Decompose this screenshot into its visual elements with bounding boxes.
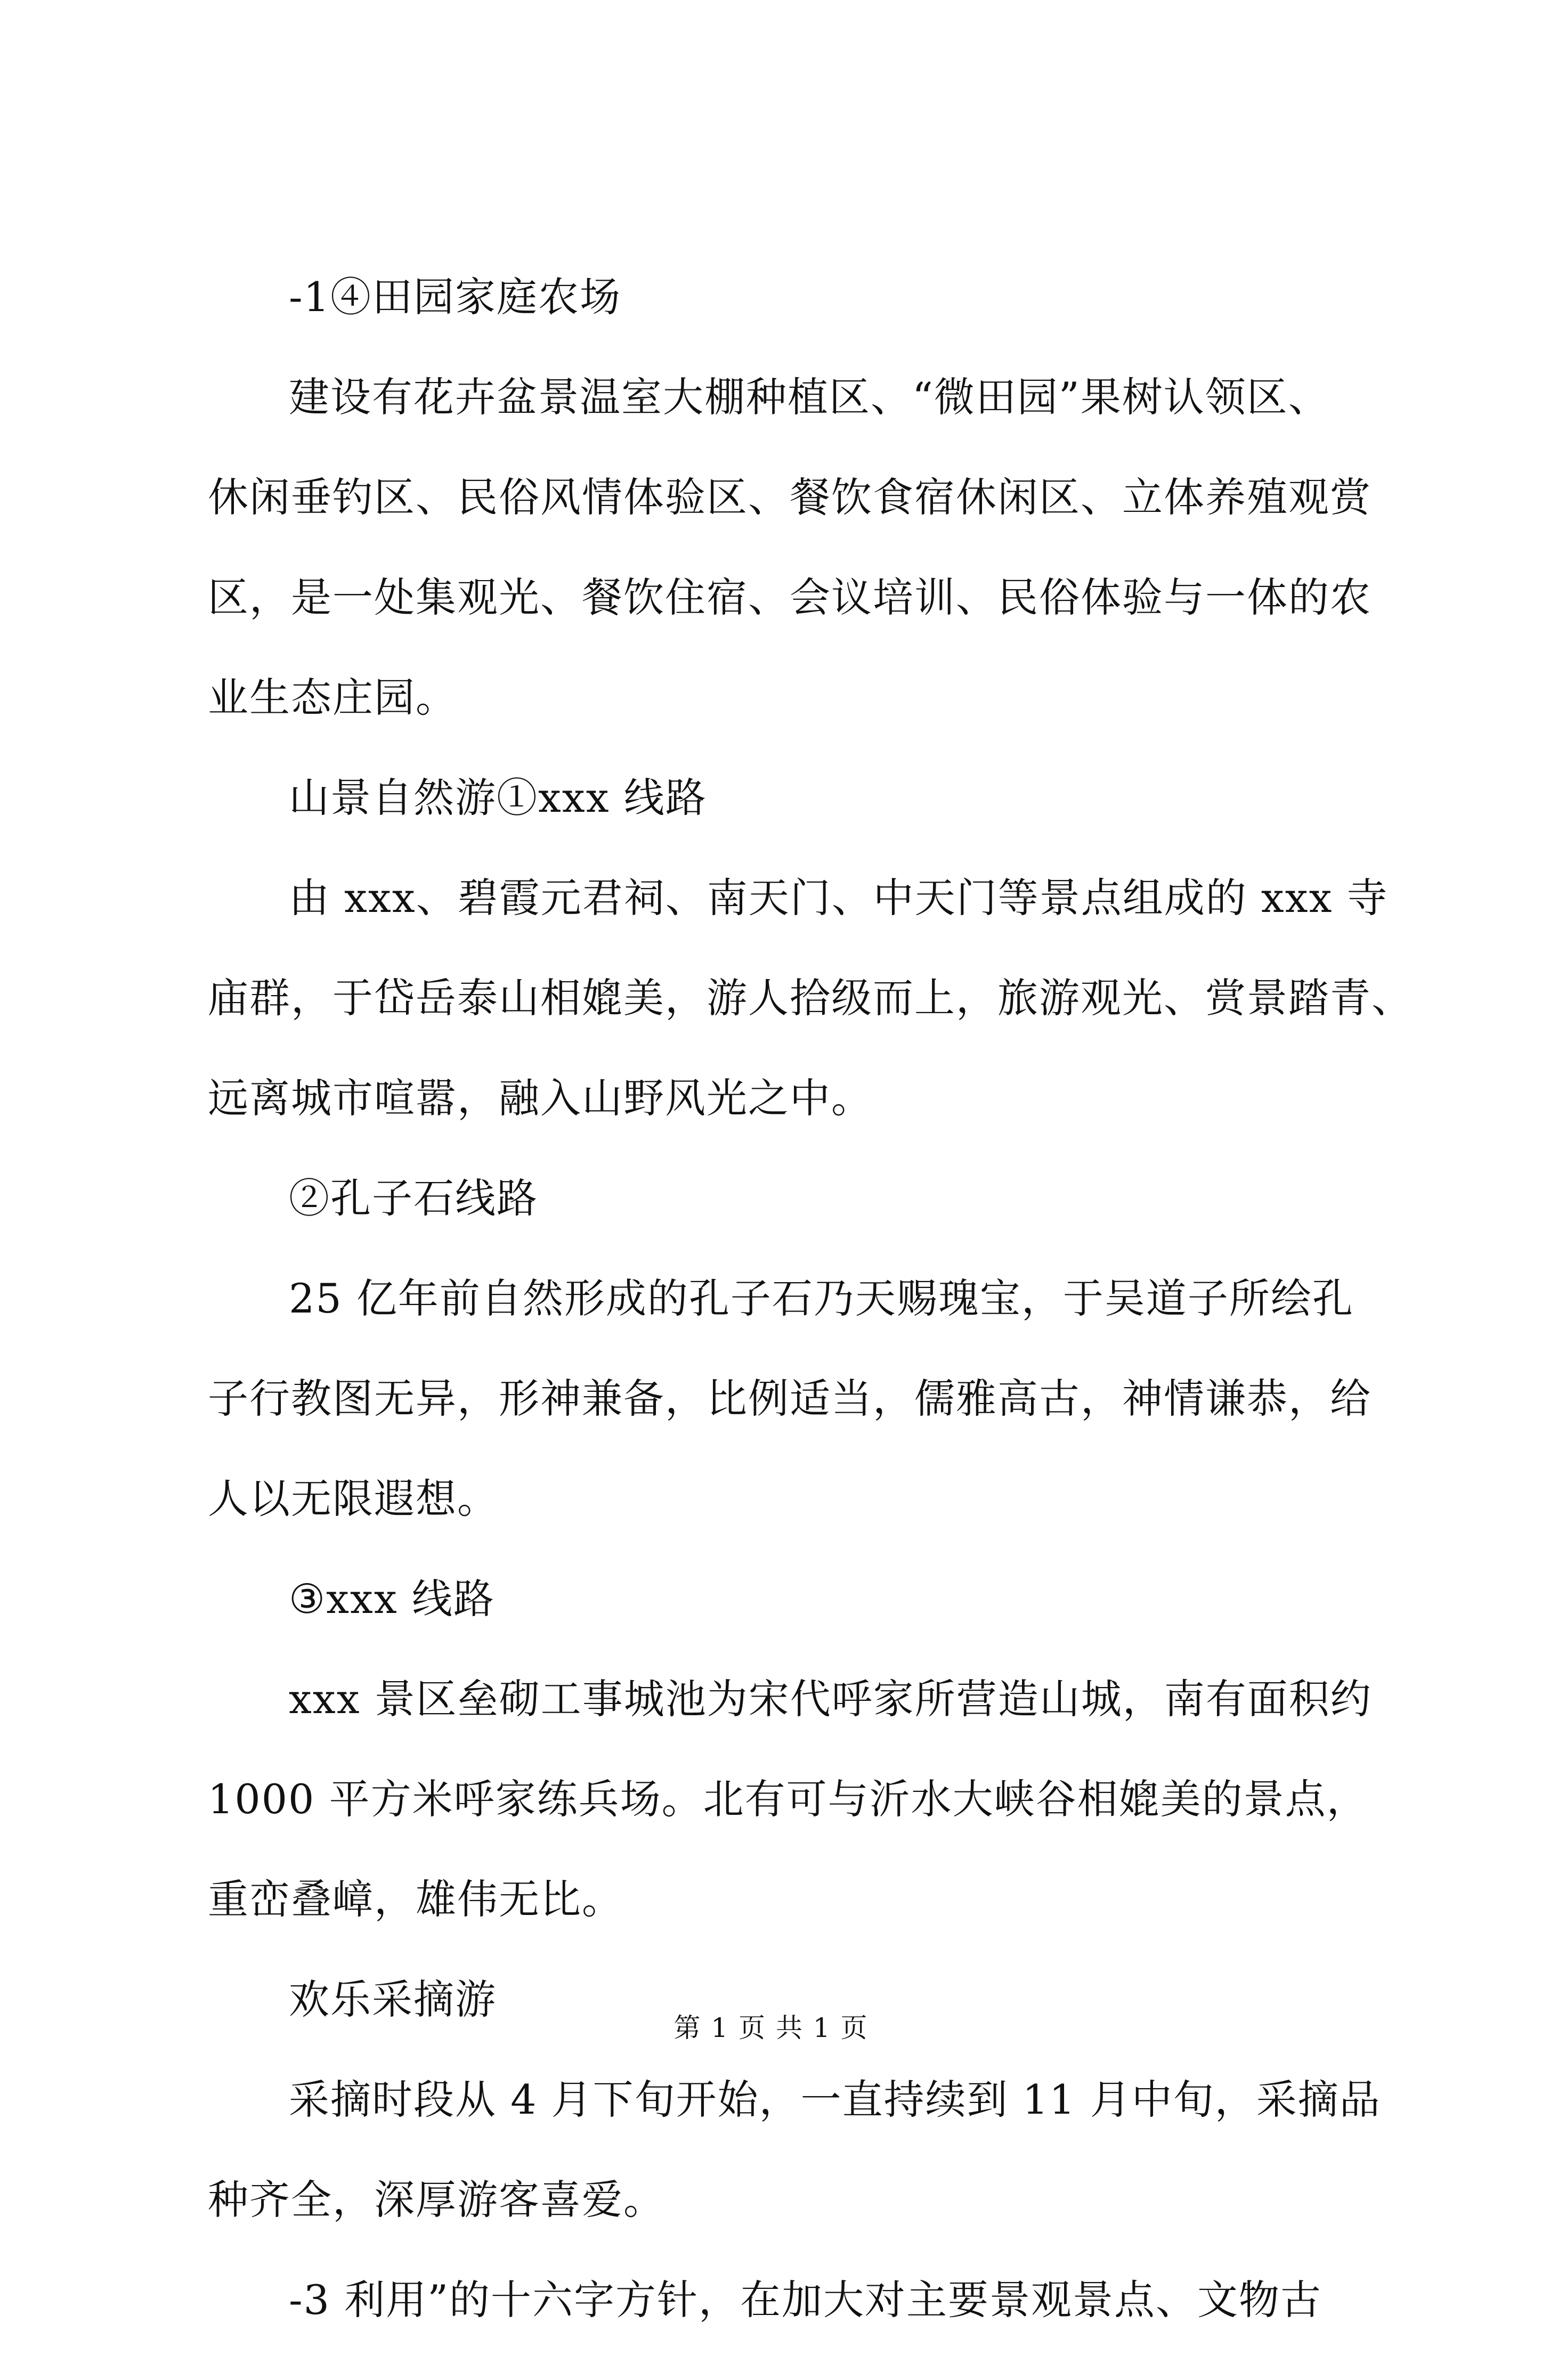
text-line: ③xxx 线路 [289, 1575, 495, 1623]
text-line: 1000 平方米呼家练兵场。北有可与沂水大峡谷相媲美的景点， [208, 1775, 1368, 1823]
text-line: 重峦叠嶂，雄伟无比。 [208, 1876, 623, 1923]
text-line: 种齐全，深厚游客喜爱。 [208, 2176, 665, 2223]
text-line: 建设有花卉盆景温室大棚种植区、“微田园”果树认领区、 [289, 373, 1330, 421]
text-line: -1④田园家庭农场 [289, 273, 622, 321]
text-line: 人以无限遐想。 [208, 1475, 499, 1522]
text-line: ②孔子石线路 [289, 1175, 538, 1222]
text-line: 区，是一处集观光、餐饮住宿、会议培训、民俗体验与一体的农 [208, 574, 1371, 621]
text-line: 由 xxx、碧霞元君祠、南天门、中天门等景点组成的 xxx 寺 [289, 874, 1389, 922]
text-line: 远离城市喧嚣，融入山野风光之中。 [208, 1074, 873, 1122]
text-line: 山景自然游①xxx 线路 [289, 774, 707, 821]
document-body [208, 273, 1413, 2380]
text-line: 25 亿年前自然形成的孔子石乃天赐瑰宝，于吴道子所绘孔 [289, 1275, 1354, 1322]
text-line: 休闲垂钓区、民俗风情体验区、餐饮食宿休闲区、立体养殖观赏 [208, 474, 1371, 521]
text-line: xxx 景区垒砌工事城池为宋代呼家所营造山城，南有面积约 [289, 1675, 1372, 1723]
text-line: 业生态庄园。 [208, 674, 457, 721]
text-line: 欢乐采摘游 [289, 1976, 497, 2023]
text-line: -3 利用”的十六字方针，在加大对主要景观景点、文物古 [289, 2276, 1322, 2324]
text-line: 子行教图无异，形神兼备，比例适当，儒雅高古，神情谦恭，给 [208, 1375, 1371, 1422]
page-footer: 第 1 页 共 1 页 [673, 2012, 869, 2043]
text-line: 庙群，于岱岳泰山相媲美，游人拾级而上，旅游观光、赏景踏青、 [208, 974, 1413, 1022]
text-line: 采摘时段从 4 月下旬开始，一直持续到 11 月中旬，采摘品 [289, 2076, 1381, 2123]
